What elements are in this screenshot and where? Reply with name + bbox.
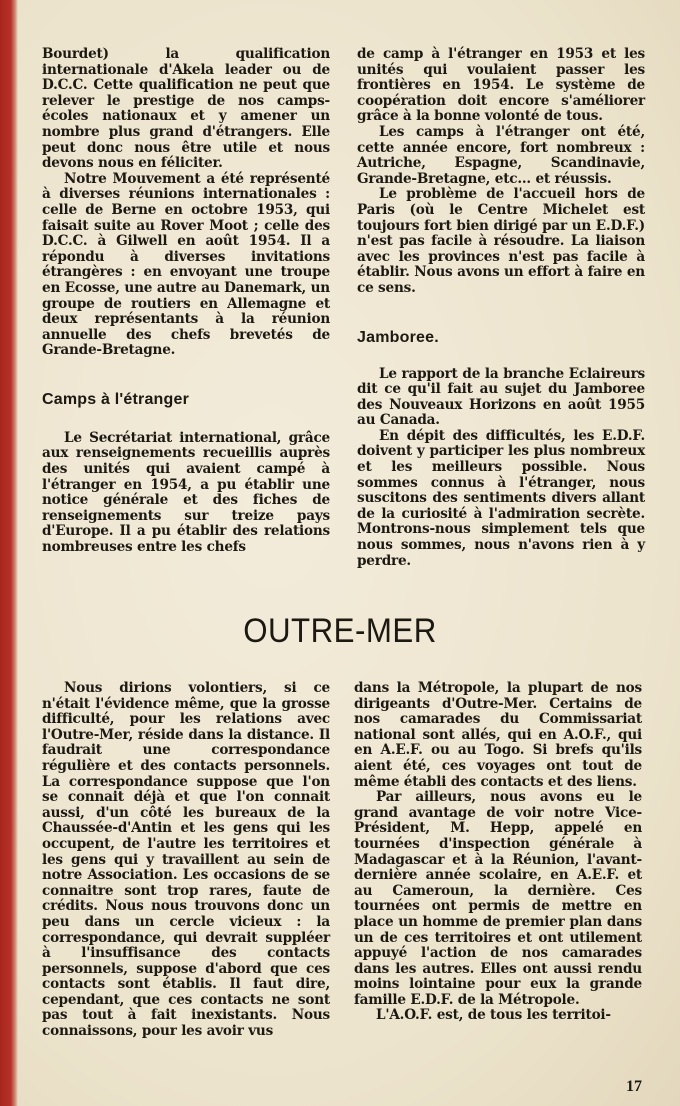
paragraph-camp-1953: de camp à l'étranger en 1953 et les unités qui voulaient passer les frontières en 1954. Le système de coopération doit encore s'améliorer grâce à la bonne volonté de tous.: [357, 46, 645, 125]
bottom-left-column: [42, 681, 330, 1040]
paragraph-outre-mer: Nous dirions volontiers, si ce n'était l'évidence même, que la grosse difficulté, pour les relations avec l'Outre-Mer, réside dans la distance. Il faudrait une correspondance régulière et des contacts personnels. La correspondance suppose que l'on se connait déjà et que l'on connait aussi, d'un côté les bureaux de la Chaussée-d'Antin et les gens qui les occupent, de l'autre les territoires et les gens qui y travaillent au sein de notre Association. Les occasions de se connaitre sont trop rares, faute de crédits. Nous nous trouvons donc un peu dans un cercle vicieux : la correspondance, qui devrait suppléer à l'insuffisance des contacts personnels, suppose d'abord que ces contacts sont établis. Il faut dire, cependant, que ces contacts ne sont pas tout à fait inexistants. Nous connaissons, pour les avoir vus: [42, 680, 330, 1040]
paragraph-mouvement: Notre Mouvement a été représenté à diverses réunions internationales : celle de Berne en octobre 1953, qui faisait suite au Rover Moot ; celle des D.C.C. à Gilwell en août 1954. Il a répondu à diverses invitations étrangères : en envoyant une troupe en Ecosse, une autre au Danemark, un groupe de routiers en Allemagne et deux représentants à la réunion annuelle des chefs brevetés de Grande-Bretagne.: [42, 170, 330, 359]
bottom-right-column: [354, 681, 642, 1024]
paragraph-akela: Bourdet) la qualification internationale d'Akela leader ou de D.C.C. Cette qualification ne peut que relever le prestige de nos camps-écoles nationaux et y amener un nombre plus grand d'étrangers. Elle peut donc nous être utile et nous devons nous en féliciter.: [42, 46, 330, 172]
paragraph-vice-president: Par ailleurs, nous avons eu le grand avantage de voir notre Vice-Président, M. Hepp, appelé en tournées d'inspection générale à Madagascar et à la Réunion, l'avant-dernière année scolaire, en A.E.F. et au Cameroun, la dernière. Ces tournées ont permis de mettre en place un homme de premier plan dans un de ces territoires et ont utilement appuyé l'action de nos camarades dans les autres. Elles ont aussi rendu moins lointaine pour eux la grande famille E.D.F. de la Métropole.: [354, 789, 642, 1008]
paragraph-difficultes: En dépit des difficultés, les E.D.F. doivent y participer les plus nombreux et les meilleurs possible. Nous sommes connus à l'étranger, nous suscitons des sentiments divers allant de la curiosité à l'admiration secrète. Montrons-nous simplement tels que nous sommes, nous n'avons rien à y perdre.: [357, 427, 645, 569]
paragraph-camps-nombreux: Les camps à l'étranger ont été, cette année encore, fort nombreux : Autriche, Espagne, Scandinavie, Grande-Bretagne, etc... et réussis.: [357, 123, 645, 187]
paragraph-rapport: Le rapport de la branche Eclaireurs dit ce qu'il fait au sujet du Jamboree des Nouveaux Horizons en août 1955 au Canada.: [357, 365, 645, 429]
top-left-column: [42, 47, 330, 556]
paragraph-accueil: Le problème de l'accueil hors de Paris (où le Centre Michelet est toujours fort bien dirigé par un E.D.F.) n'est pas facile à résoudre. La liaison avec les provinces n'est pas facile à établir. Nous avons un effort à faire en ce sens.: [357, 186, 645, 296]
page-number: 17: [626, 1078, 642, 1095]
paragraph-aof: L'A.O.F. est, de tous les territoi-: [376, 1007, 611, 1024]
red-page-edge: [0, 0, 18, 1106]
paragraph-metropole: dans la Métropole, la plupart de nos dirigeants d'Outre-Mer. Certains de nos camarades du Commissariat national sont allés, qui en A.O.F., qui en A.E.F. ou au Togo. Si brefs qu'ils aient été, ces voyages ont tout de même établi des contacts et des liens.: [354, 680, 642, 790]
paragraph-secretariat: Le Secrétariat international, grâce aux renseignements recueillis auprès des unités qui avaient campé à l'étranger en 1954, a pu établir une notice générale et des fiches de renseignements sur treize pays d'Europe. Il a pu établir des relations nombreuses entre les chefs: [42, 429, 330, 556]
top-right-column: [357, 47, 645, 569]
heading-jamboree: Jamboree.: [357, 328, 439, 346]
heading-camps-etranger: Camps à l'étranger: [42, 390, 190, 408]
section-title-outre-mer: OUTRE-MER: [243, 612, 437, 650]
